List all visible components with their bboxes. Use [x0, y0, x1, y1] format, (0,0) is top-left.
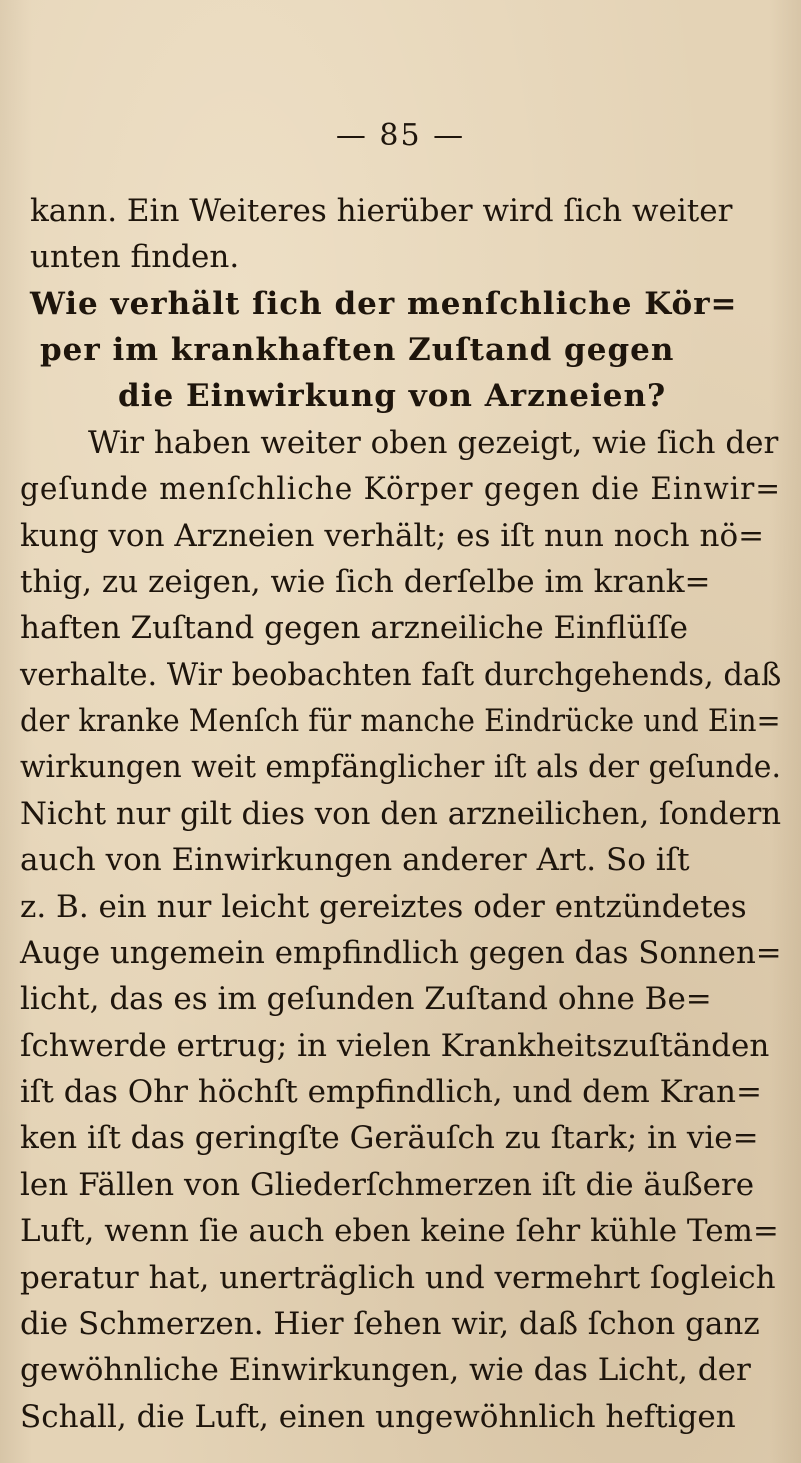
text-line-16: z. B. ein nur leicht gereiztes oder entzündetes	[20, 889, 747, 925]
text-line-11: verhalte. Wir beobachten faſt durchgehends, daß	[20, 657, 782, 693]
text-line-13: wirkungen weit empfänglicher iſt als der geſunde.	[20, 749, 781, 785]
text-line-17: Auge ungemein empfindlich gegen das Sonnen=	[20, 935, 782, 971]
text-line-21: ken iſt das geringſte Geräuſch zu ſtark; in vie=	[20, 1120, 759, 1156]
page-number: — 85 —	[335, 118, 466, 153]
text-line-8: kung von Arzneien verhält; es iſt nun noch nö=	[20, 518, 765, 554]
text-line-9: thig, zu zeigen, wie ſich derſelbe im krank=	[20, 564, 711, 600]
text-line-22: len Fällen von Gliederſchmerzen iſt die äußere	[20, 1167, 755, 1203]
text-line-7: geſunde menſchliche Körper gegen die Einwir=	[20, 471, 782, 507]
text-line-26: gewöhnliche Einwirkungen, wie das Licht, der	[20, 1352, 751, 1388]
text-line-24: peratur hat, unerträglich und vermehrt ſogleich	[20, 1260, 776, 1296]
text-line-18: licht, das es im geſunden Zuſtand ohne Be=	[20, 981, 712, 1017]
text-line-20: iſt das Ohr höchſt empfindlich, und dem Kran=	[20, 1074, 762, 1110]
text-line-10: haften Zuſtand gegen arzneiliche Einflüſſe	[20, 610, 688, 646]
text-line-14: Nicht nur gilt dies von den arzneilichen, ſondern	[20, 796, 782, 832]
text-line-15: auch von Einwirkungen anderer Art. So iſt	[20, 842, 690, 878]
text-line-12: der kranke Menſch für manche Eindrücke und Ein=	[20, 703, 781, 739]
section-heading-line-3: die Einwirkung von Arzneien?	[118, 378, 667, 414]
text-line-1: kann. Ein Weiteres hierüber wird ſich weiter	[30, 193, 733, 229]
text-line-6: Wir haben weiter oben gezeigt, wie ſich der	[88, 425, 779, 461]
text-line-23: Luft, wenn ſie auch eben keine ſehr kühle Tem=	[20, 1213, 779, 1249]
text-line-27: Schall, die Luft, einen ungewöhnlich heftigen	[20, 1399, 736, 1435]
section-heading-line-2: per im krankhaften Zuſtand gegen	[40, 332, 675, 368]
section-heading-line-1: Wie verhält ſich der menſchliche Kör=	[30, 286, 738, 322]
text-line-2: unten finden.	[30, 239, 240, 275]
text-line-19: ſchwerde ertrug; in vielen Krankheitszuſtänden	[20, 1028, 770, 1064]
text-line-25: die Schmerzen. Hier ſehen wir, daß ſchon ganz	[20, 1306, 760, 1342]
